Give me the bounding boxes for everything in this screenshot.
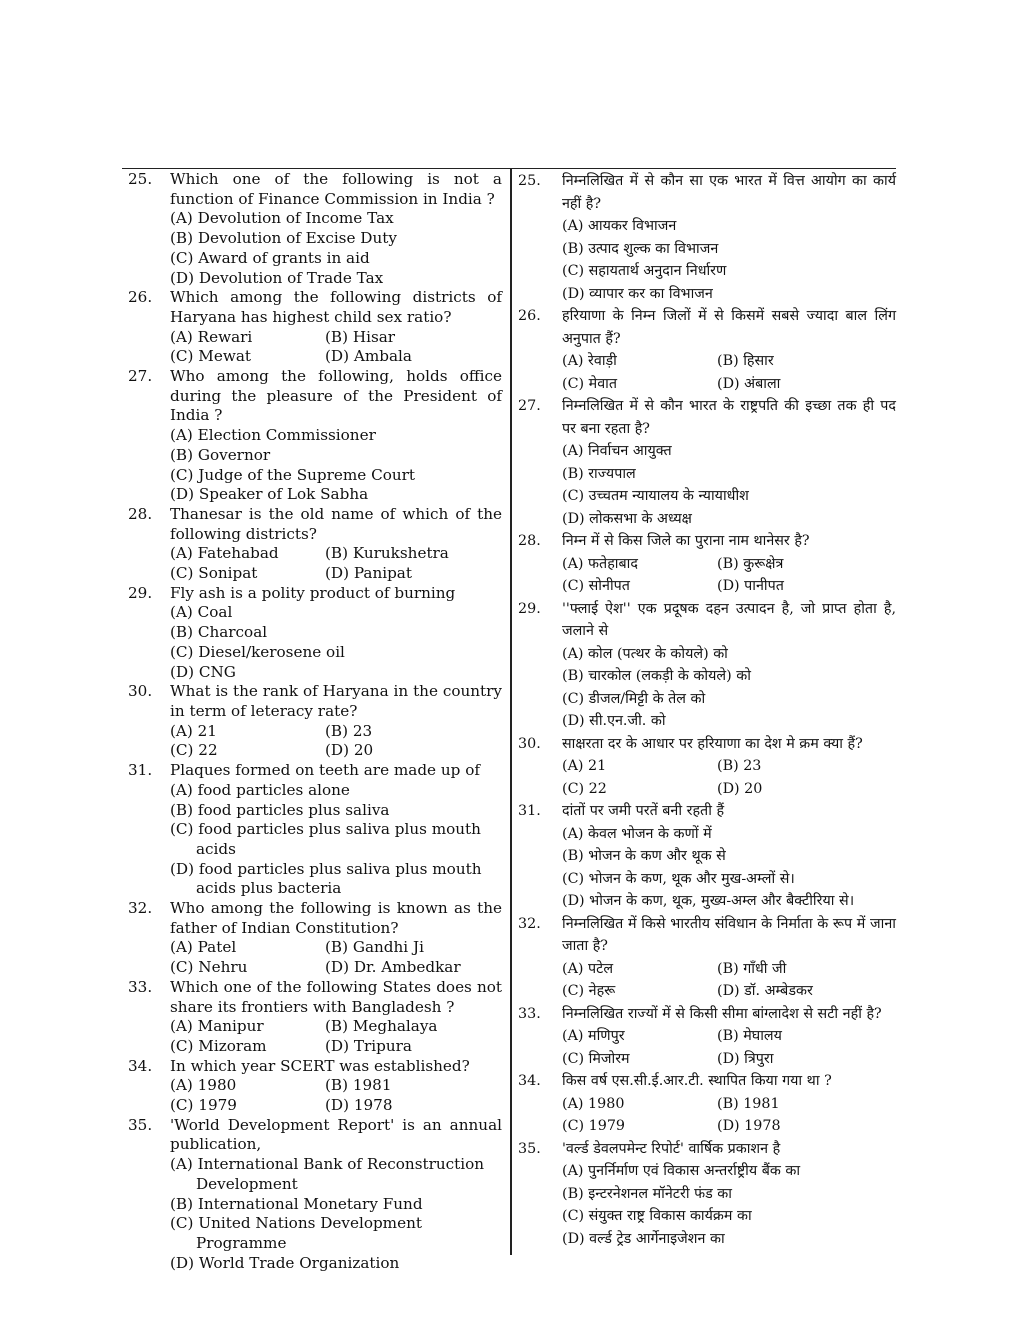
question-number: 33. [128,977,153,996]
option: (B) भोजन के कण और थूक से [562,848,726,864]
hindi-question-26 [516,305,896,395]
option-row [562,350,896,373]
option: (A) केवल भोजन के कणों में [562,825,712,842]
option-row [170,938,502,958]
question-text: दांतों पर जमी परतें बनी रहती हैं [562,803,725,819]
question-body [562,913,896,1003]
question-number: 29. [128,583,153,602]
english-question-28 [122,505,502,584]
question-body [170,682,502,761]
hindi-question-29 [516,598,896,733]
option: (C) Mewat [170,347,251,366]
english-question-35 [122,1116,502,1274]
option: (C) मिजोरम [562,1050,630,1067]
question-text: निम्न में से किस जिले का पुराना नाम थानेसर है? [562,533,810,549]
option: (D) पानीपत [717,578,784,594]
question-body [170,899,502,978]
question-number: 34. [518,1073,541,1089]
question-number: 31. [128,761,153,780]
option-row [562,958,896,981]
question-text: Thanesar is the old name of which of the following districts? [170,504,502,543]
option-row [170,1076,502,1096]
question-number: 26. [518,308,541,324]
question-body [170,761,502,899]
option-row [562,1115,896,1138]
option: (B) चारकोल (लकड़ी के कोयले) को [562,668,751,684]
question-text: Which one of the following is not a function of Finance Commission in India ? [170,170,502,208]
question-text: निम्नलिखित राज्यों में से किसी सीमा बांग्लादेश से सटी नहीं है? [562,1005,882,1022]
english-question-26 [122,288,502,367]
option-row [170,1096,502,1116]
english-question-25 [122,170,502,288]
question-text: निम्नलिखित में किसे भारतीय संविधान के निर्माता के रूप में जाना जाता है? [562,915,896,954]
question-number: 30. [518,735,541,752]
option-row [170,544,502,564]
option: (B) Meghalaya [325,1017,438,1036]
english-question-34 [122,1057,502,1116]
option-row [562,1025,896,1048]
option: (D) Ambala [325,347,412,366]
option: (A) Rewari [170,327,253,346]
option: (D) भोजन के कण, थूक, मुख्य-अम्ल और बैक्टीरिया से। [562,893,855,909]
option: (A) निर्वाचन आयुक्त [562,443,672,459]
hindi-question-30 [516,733,896,801]
option: (C) Mizoram [170,1036,267,1055]
option: (C) नेहरू [562,983,616,999]
option: (A) Devolution of Income Tax [170,209,394,228]
question-number: 35. [128,1115,153,1134]
question-number: 34. [128,1056,153,1075]
option: (A) 21 [562,758,607,774]
option: (B) हिसार [717,353,774,369]
option: (C) मेवात [562,375,617,392]
question-body [562,1070,896,1138]
english-question-33 [122,978,502,1057]
english-question-29 [122,584,502,683]
option: (B) 1981 [325,1076,392,1095]
english-question-31 [122,761,502,899]
question-number: 28. [128,504,153,523]
option-row [562,1048,896,1071]
hindi-question-27 [516,395,896,530]
option: (C) Nehru [170,958,248,977]
option: (D) 1978 [325,1096,393,1115]
question-body [562,305,896,395]
question-text: Plaques formed on teeth are made up of [170,761,480,780]
question-number: 27. [128,367,153,386]
option: (D) Speaker of Lok Sabha [170,485,369,504]
question-number: 25. [128,170,153,188]
option: (A) पुनर्निर्माण एवं विकास अन्तर्राष्ट्रीय बैंक का [562,1163,801,1179]
hindi-question-34 [516,1070,896,1138]
option: (A) रेवाड़ी [562,353,617,369]
question-text: हरियाणा के निम्न जिलों में से किसमें सबसे ज्यादा बाल लिंग अनुपात हैं? [562,308,896,347]
question-body [562,598,896,733]
question-text: Who among the following, holds office during the pleasure of the President of India ? [170,367,502,425]
option: (B) राज्यपाल [562,465,636,482]
option: (C) Award of grants in aid [170,248,370,267]
option: (D) लोकसभा के अध्यक्ष [562,510,692,527]
option: (C) सोनीपत [562,578,630,594]
question-number: 33. [518,1005,541,1022]
option: (C) डीजल/मिट्टी के तेल को [562,690,706,707]
english-question-30 [122,682,502,761]
hindi-question-25 [516,170,896,305]
option-row [562,373,896,396]
option: (D) World Trade Organization [170,1253,400,1272]
question-number: 28. [518,533,541,549]
question-text: 'वर्ल्ड डेवलपमेन्ट रिपोर्ट' वार्षिक प्रकाशन है [562,1140,781,1157]
option: (B) Gandhi Ji [325,938,424,957]
option: (C) 1979 [562,1118,626,1134]
question-number: 25. [518,173,541,189]
question-text: निम्नलिखित में से कौन भारत के राष्ट्रपति की इच्छा तक ही पद पर बना रहता है? [562,398,896,437]
question-body [562,530,896,598]
option: (B) 23 [325,721,373,740]
option: (B) उत्पाद शुल्क का विभाजन [562,240,719,257]
option: (C) 1979 [170,1096,237,1115]
question-body [562,1138,896,1251]
option: (A) 1980 [170,1076,237,1095]
question-number: 35. [518,1140,541,1157]
option: (B) 1981 [717,1095,780,1112]
option: (A) 21 [170,721,217,740]
option: (A) फतेहाबाद [562,555,638,572]
question-body [562,800,896,913]
question-body [170,170,502,288]
option: (D) डॉ. अम्बेडकर [717,983,813,999]
option: (B) Devolution of Excise Duty [170,229,397,248]
option: (D) 20 [325,741,374,760]
option: (D) त्रिपुरा [717,1050,774,1067]
hindi-question-33 [516,1003,896,1071]
option-row [562,1093,896,1116]
option: (A) Manipur [170,1017,264,1036]
question-text: 'World Development Report' is an annual publication, [170,1115,502,1154]
option-row [562,980,896,1003]
option: (D) व्यापार कर का विभाजन [562,285,713,302]
option-row [562,575,896,598]
hindi-question-31 [516,800,896,913]
question-text: किस वर्ष एस.सी.ई.आर.टी. स्थापित किया गया था ? [562,1073,832,1089]
option: (B) food particles plus saliva [170,800,390,819]
option-row [170,1017,502,1037]
option: (A) मणिपुर [562,1028,625,1044]
question-body [170,584,502,683]
option-row [170,958,502,978]
option: (D) Panipat [325,564,412,583]
option: (C) सहायतार्थ अनुदान निर्धारण [562,263,727,279]
question-body [170,1116,502,1274]
question-body [562,395,896,530]
option: (A) Coal [170,603,233,622]
question-text: Which among the following districts of Haryana has highest child sex ratio? [170,288,502,326]
question-body [562,733,896,801]
option: (D) अंबाला [717,375,781,392]
option-row [562,553,896,576]
option: (C) Sonipat [170,564,258,583]
question-number: 32. [518,915,541,932]
option: (B) International Monetary Fund [170,1194,423,1213]
question-number: 26. [128,288,153,307]
option: (A) 1980 [562,1095,625,1112]
option: (A) आयकर विभाजन [562,218,677,234]
option: (C) Diesel/kerosene oil [170,642,345,661]
option: (D) Devolution of Trade Tax [170,268,384,287]
option: (A) International Bank of Reconstruction Development [170,1155,485,1193]
option: (A) Election Commissioner [170,426,376,445]
option: (B) Governor [170,445,271,464]
question-number: 29. [518,600,541,617]
option: (A) Patel [170,938,237,957]
question-body [170,978,502,1057]
english-question-32 [122,899,502,978]
option: (C) उच्चतम न्यायालय के न्यायाधीश [562,488,749,504]
option: (C) संयुक्त राष्ट्र विकास कार्यक्रम का [562,1208,752,1224]
option: (D) वर्ल्ड ट्रेड आर्गेनाइजेशन का [562,1230,725,1247]
option: (C) 22 [562,780,607,797]
hindi-question-32 [516,913,896,1003]
option: (D) Dr. Ambedkar [325,958,461,977]
option: (B) कुरूक्षेत्र [717,555,784,572]
option: (B) Kurukshetra [325,544,449,563]
option: (A) Fatehabad [170,544,279,563]
option: (B) 23 [717,758,762,774]
hindi-column [516,170,896,1250]
option: (B) इन्टरनेशनल मॉनेटरी फंड का [562,1185,732,1202]
option: (B) Charcoal [170,623,268,642]
english-question-27 [122,367,502,505]
option: (B) मेघालय [717,1028,782,1044]
option-row [170,722,502,742]
question-body [170,505,502,584]
option: (C) 22 [170,741,218,760]
option-row [170,328,502,348]
question-text: In which year SCERT was established? [170,1056,470,1075]
option: (D) 20 [717,780,763,797]
question-number: 32. [128,899,153,918]
option: (D) CNG [170,662,236,681]
question-text: What is the rank of Haryana in the country in term of leteracy rate? [170,682,502,720]
question-body [562,170,896,305]
question-body [170,367,502,505]
question-number: 30. [128,682,153,701]
option: (A) पटेल [562,960,614,977]
question-body [562,1003,896,1071]
top-rule [122,168,896,169]
option: (A) कोल (पत्थर के कोयले) को [562,645,728,662]
option-row [170,564,502,584]
hindi-question-35 [516,1138,896,1251]
option-row [170,741,502,761]
option: (D) Tripura [325,1036,412,1055]
question-text: निम्नलिखित में से कौन सा एक भारत में वित्त आयोग का कार्य नहीं है? [562,173,896,212]
option: (C) भोजन के कण, थूक और मुख-अम्लों से। [562,870,795,887]
option: (B) गाँधी जी [717,960,787,977]
option: (A) food particles alone [170,780,350,799]
option-row [562,778,896,801]
option: (C) United Nations Development Programme [170,1214,422,1252]
option: (D) सी.एन.जी. को [562,713,666,729]
option: (C) food particles plus saliva plus mouth acids [170,820,481,858]
english-column [122,170,502,1273]
option: (B) Hisar [325,327,396,346]
question-text: Which one of the following States does not share its frontiers with Bangladesh ? [170,977,502,1016]
option-row [170,347,502,367]
question-text: साक्षरता दर के आधार पर हरियाणा का देश मे क्रम क्या हैं? [562,735,863,752]
option: (C) Judge of the Supreme Court [170,465,416,484]
option: (D) 1978 [717,1118,781,1134]
option: (D) food particles plus saliva plus mouth acids plus bacteria [170,859,482,898]
hindi-question-28 [516,530,896,598]
column-divider [510,168,512,1255]
question-number: 27. [518,398,541,414]
question-text: Fly ash is a polity product of burning [170,583,456,602]
question-number: 31. [518,803,541,819]
question-text: ''फ्लाई ऐश'' एक प्रदूषक दहन उत्पादन है, जो प्राप्त होता है, जलाने से [562,600,896,639]
question-text: Who among the following is known as the father of Indian Constitution? [170,899,502,937]
option-row [562,755,896,778]
question-body [170,1057,502,1116]
option-row [170,1037,502,1057]
question-body [170,288,502,367]
